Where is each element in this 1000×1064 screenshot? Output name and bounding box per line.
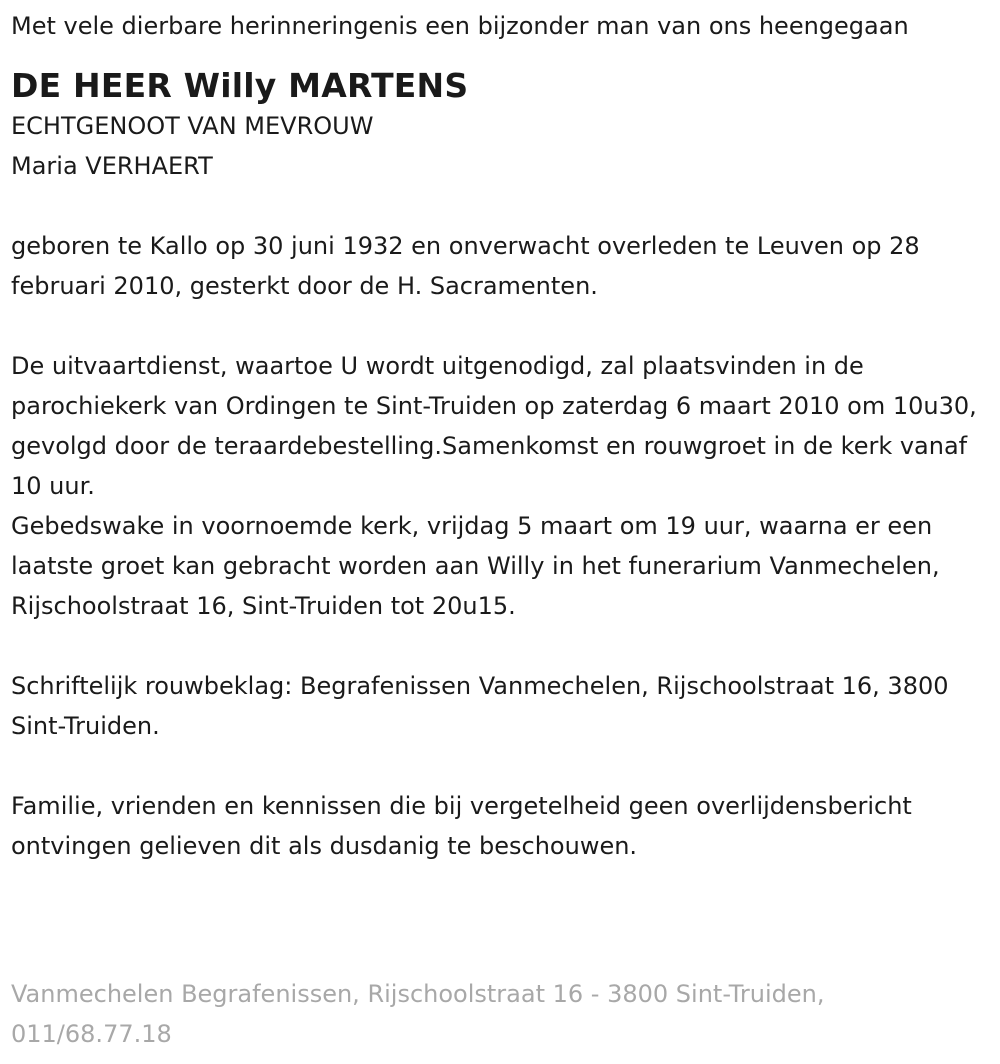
intro-text: Met vele dierbare herinneringenis een bijzonder man van ons heengegaan [11,12,909,40]
footer-contact: Vanmechelen Begrafenissen, Rijschoolstraat 16 - 3800 Sint-Truiden, 011/68.77.18 [11,980,825,1048]
wake-paragraph: Gebedswake in voornoemde kerk, vrijdag 5 maart om 19 uur, waarna er een laatste groet kan gebracht worden aan Willy in het funerarium Vanmechelen, Rijschoolstraat 16, Sint-Truiden tot 20u15. [11,512,940,620]
family-note-paragraph: Familie, vrienden en kennissen die bij vergetelheid geen overlijdensbericht ontvingen gelieven dit als dusdanig te beschouwen. [11,792,912,860]
spacer [11,626,986,666]
funeral-paragraph: De uitvaartdienst, waartoe U wordt uitgenodigd, zal plaatsvinden in de parochiekerk van Ordingen te Sint-Truiden op zaterdag 6 maart 2010 om 10u30, gevolgd door de teraardebestelling.Samenkomst en rouwgroet in de kerk vanaf 10 uur. [11,352,977,500]
condolence-paragraph: Schriftelijk rouwbeklag: Begrafenissen Vanmechelen, Rijschoolstraat 16, 3800 Sint-Truiden. [11,672,949,740]
death-notice [11,6,986,866]
spouse-line-2: Maria VERHAERT [11,152,213,180]
birth-death-paragraph: geboren te Kallo op 30 juni 1932 en onverwacht overleden te Leuven op 28 februari 2010, gesterkt door de H. Sacramenten. [11,232,920,300]
spouse-line-1: ECHTGENOOT VAN MEVROUW [11,112,374,140]
spacer [11,306,986,346]
spacer [11,186,986,226]
spacer [11,746,986,786]
deceased-name: DE HEER Willy MARTENS [11,66,469,105]
